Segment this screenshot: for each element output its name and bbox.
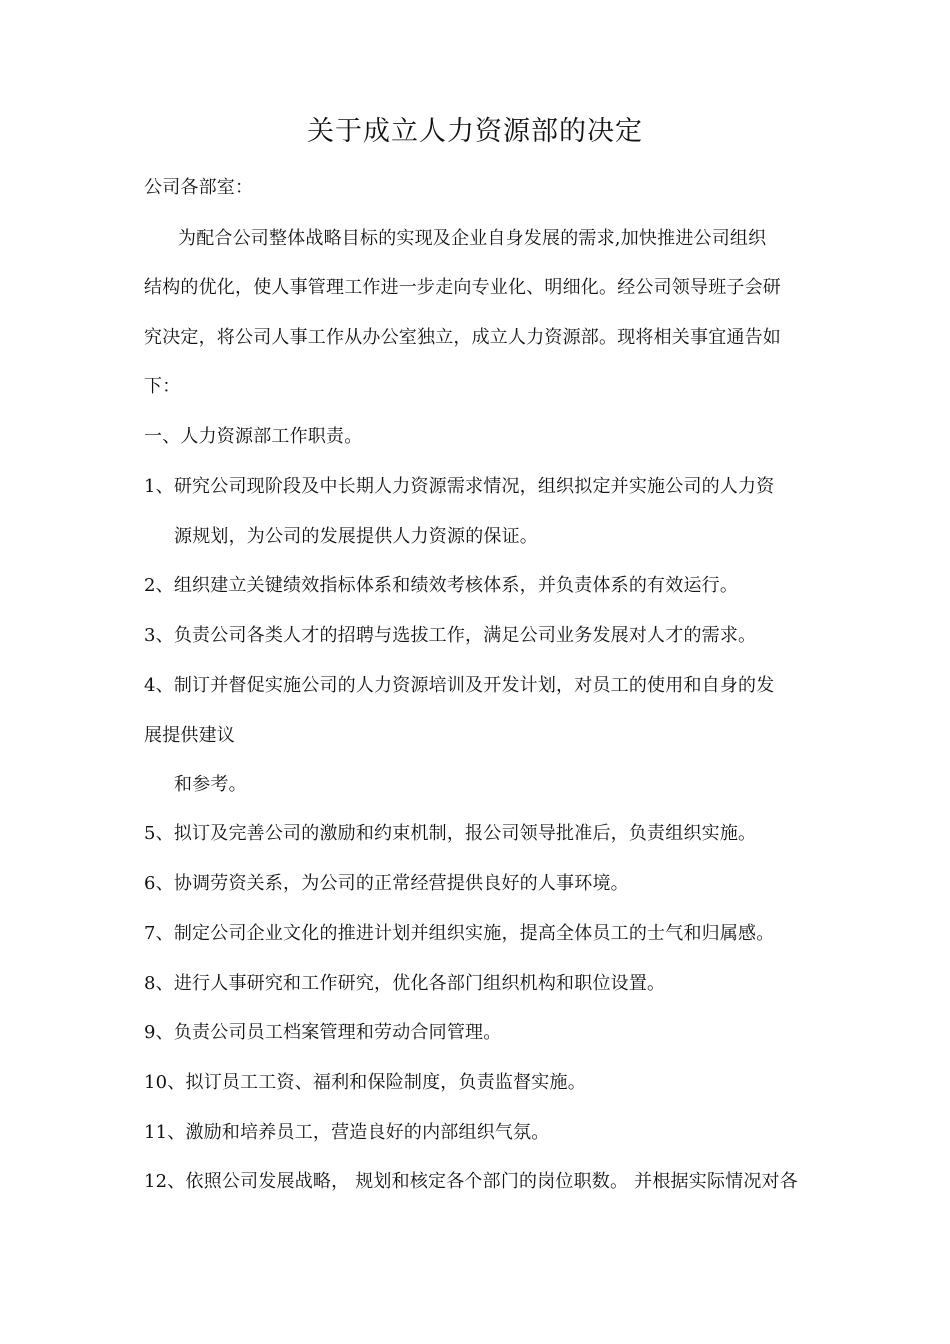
intro-line-3: 究决定，将公司人事工作从办公室独立，成立人力资源部。现将相关事宜通告如 <box>144 327 781 348</box>
duty-line-13: 10、拟订员工工资、福利和保险制度，负责监督实施。 <box>144 1072 586 1093</box>
duty-line-12: 9、负责公司员工档案管理和劳动合同管理。 <box>144 1022 502 1043</box>
duty-line-10: 7、制定公司企业文化的推进计划并组织实施，提高全体员工的士气和归属感。 <box>144 923 775 944</box>
duty-line-14: 11、激励和培养员工，营造良好的内部组织气氛。 <box>144 1122 550 1143</box>
duty-line-5: 4、制订并督促实施公司的人力资源培训及开发计划，对员工的使用和自身的发 <box>144 675 775 696</box>
intro-line-2: 结构的优化，使人事管理工作进一步走向专业化、明细化。经公司领导班子会研 <box>144 277 781 298</box>
duty-line-15: 12、依照公司发展战略， 规划和核定各个部门的岗位职数。 并根据实际情况对各 <box>144 1171 798 1192</box>
duty-line-7: 和参考。 <box>174 774 247 795</box>
intro-line-4: 下： <box>144 376 181 397</box>
intro-line-1: 为配合公司整体战略目标的实现及企业自身发展的需求,加快推进公司组织 <box>178 228 767 249</box>
duty-line-9: 6、协调劳资关系，为公司的正常经营提供良好的人事环境。 <box>144 873 629 894</box>
duty-line-2: 源规划，为公司的发展提供人力资源的保证。 <box>174 526 538 547</box>
duty-line-1: 1、研究公司现阶段及中长期人力资源需求情况，组织拟定并实施公司的人力资 <box>144 476 775 497</box>
salutation: 公司各部室： <box>144 177 254 198</box>
duty-line-11: 8、进行人事研究和工作研究，优化各部门组织机构和职位设置。 <box>144 973 666 994</box>
duty-line-8: 5、拟订及完善公司的激励和约束机制，报公司领导批准后，负责组织实施。 <box>144 823 757 844</box>
duty-line-4: 3、负责公司各类人才的招聘与选拔工作，满足公司业务发展对人才的需求。 <box>144 625 757 646</box>
document-title: 关于成立人力资源部的决定 <box>307 116 643 147</box>
duty-line-3: 2、组织建立关键绩效指标体系和绩效考核体系，并负责体系的有效运行。 <box>144 575 739 596</box>
section-heading: 一、人力资源部工作职责。 <box>144 426 363 447</box>
duty-line-6: 展提供建议 <box>144 725 235 746</box>
